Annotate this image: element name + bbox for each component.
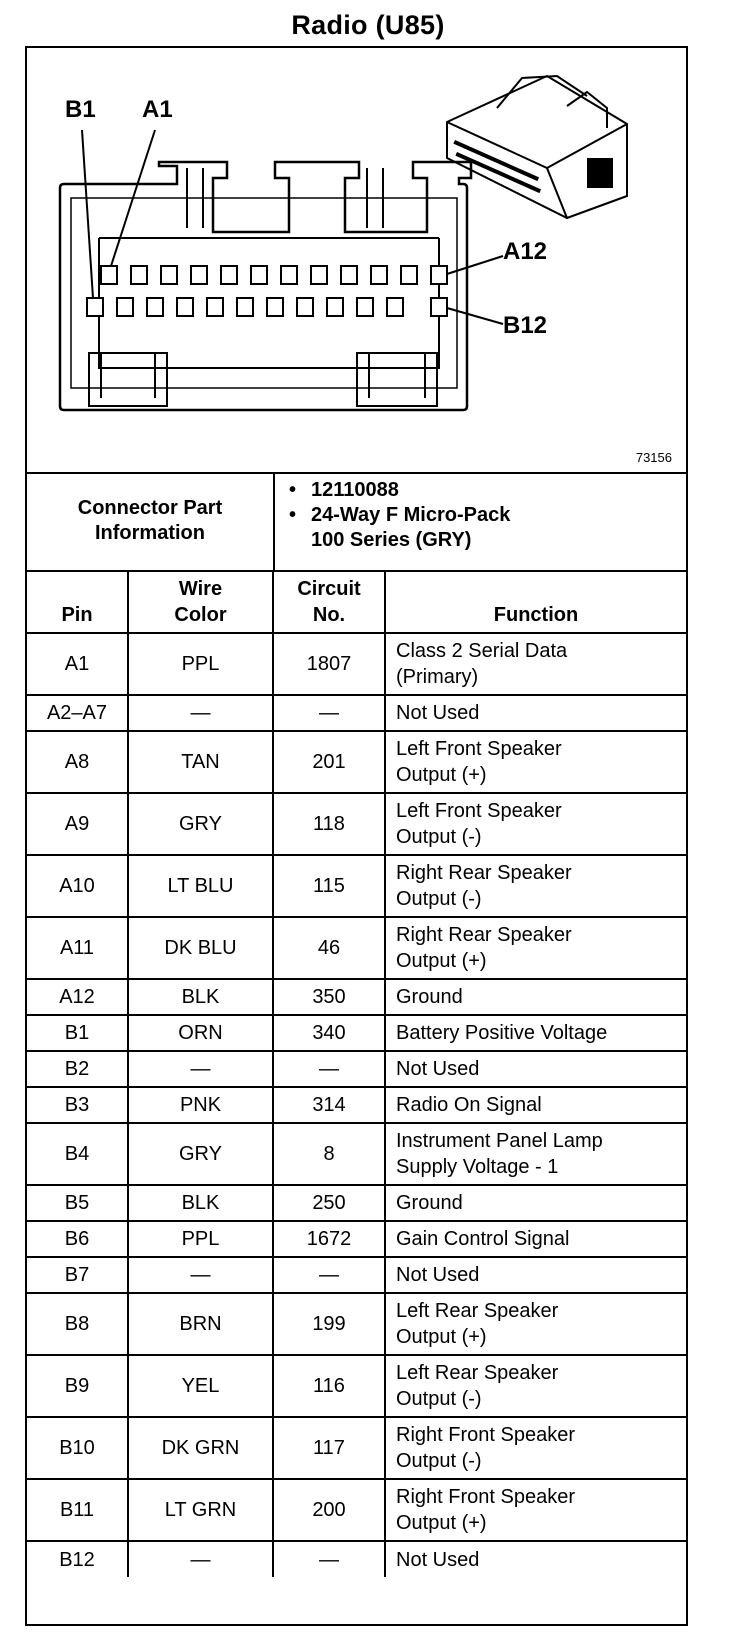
wire-color-cell: BLK	[128, 1185, 273, 1221]
page-title: Radio (U85)	[291, 10, 445, 40]
circuit-cell: 250	[273, 1185, 385, 1221]
wire-color-cell: PPL	[128, 1221, 273, 1257]
function-line-1: Instrument Panel Lamp	[396, 1130, 603, 1152]
header-function: Function	[385, 571, 686, 633]
connector-part-details	[289, 478, 686, 553]
table-row	[27, 855, 686, 917]
table-row	[27, 1087, 686, 1123]
wire-color-cell: BLK	[128, 979, 273, 1015]
cavity-b1	[87, 298, 103, 316]
table-row	[27, 695, 686, 731]
pin-cell: A8	[27, 731, 128, 793]
bullet: •	[289, 479, 297, 501]
function-line-2: (Primary)	[396, 666, 479, 688]
header-pin: Pin	[27, 571, 128, 633]
bullet: •	[289, 504, 297, 526]
pin-cell: A9	[27, 793, 128, 855]
function-cell	[385, 1051, 686, 1087]
function-cell	[385, 1479, 686, 1541]
cavity-a12	[431, 266, 447, 284]
circuit-cell: 350	[273, 979, 385, 1015]
function-cell	[385, 1541, 686, 1577]
function-line-2: Output (+)	[396, 950, 487, 972]
connector-sheet	[25, 46, 688, 1626]
function-line-2: Output (-)	[396, 826, 482, 848]
function-cell	[385, 1293, 686, 1355]
function-cell	[385, 1015, 686, 1051]
label-b1: B1	[65, 96, 96, 123]
function-cell	[385, 1123, 686, 1185]
circuit-cell: 1807	[273, 633, 385, 695]
circuit-cell: 340	[273, 1015, 385, 1051]
circuit-cell: —	[273, 1541, 385, 1577]
wire-color-cell: DK GRN	[128, 1417, 273, 1479]
function-line-2: Output (+)	[396, 1326, 487, 1348]
pin-cell: B1	[27, 1015, 128, 1051]
wire-color-cell: PPL	[128, 633, 273, 695]
header-circuit: Circuit No.	[273, 571, 385, 633]
function-cell	[385, 855, 686, 917]
connector-part-info	[27, 472, 686, 572]
circuit-cell: 8	[273, 1123, 385, 1185]
table-row	[27, 1541, 686, 1577]
table-row	[27, 1293, 686, 1355]
circuit-cell: —	[273, 695, 385, 731]
function-cell	[385, 695, 686, 731]
table-row	[27, 1355, 686, 1417]
connector-diagram	[27, 48, 686, 474]
pin-cell: B2	[27, 1051, 128, 1087]
connector-part-heading	[27, 472, 275, 570]
table-row	[27, 1123, 686, 1185]
circuit-cell: 314	[273, 1087, 385, 1123]
function-cell	[385, 1087, 686, 1123]
function-line-1: Ground	[396, 1192, 463, 1214]
header-wire-color: Wire Color	[128, 571, 273, 633]
function-line-1: Left Rear Speaker	[396, 1362, 559, 1384]
circuit-cell: —	[273, 1257, 385, 1293]
table-row	[27, 793, 686, 855]
circuit-cell: —	[273, 1051, 385, 1087]
function-line-1: Not Used	[396, 702, 480, 724]
pin-cell: B12	[27, 1541, 128, 1577]
wire-color-cell: —	[128, 695, 273, 731]
function-line-1: Left Front Speaker	[396, 738, 562, 760]
function-cell	[385, 979, 686, 1015]
pin-cell: A11	[27, 917, 128, 979]
function-line-1: Not Used	[396, 1058, 480, 1080]
pin-rows	[27, 633, 686, 1577]
function-cell	[385, 731, 686, 793]
table-row	[27, 1015, 686, 1051]
pin-cell: B5	[27, 1185, 128, 1221]
function-line-1: Right Rear Speaker	[396, 862, 572, 884]
wire-color-cell: —	[128, 1051, 273, 1087]
table-row	[27, 1417, 686, 1479]
function-cell	[385, 1417, 686, 1479]
function-line-2: Output (+)	[396, 1512, 487, 1534]
function-line-1: Battery Positive Voltage	[396, 1022, 608, 1044]
table-row	[27, 633, 686, 695]
table-row	[27, 979, 686, 1015]
circuit-cell: 1672	[273, 1221, 385, 1257]
figure-number: 73156	[635, 450, 672, 465]
pin-cell: A12	[27, 979, 128, 1015]
pin-cell: A1	[27, 633, 128, 695]
circuit-cell: 200	[273, 1479, 385, 1541]
pin-cell: B9	[27, 1355, 128, 1417]
pin-cell: B7	[27, 1257, 128, 1293]
heading-line-1: Connector Part	[77, 497, 223, 519]
wire-color-cell: GRY	[128, 1123, 273, 1185]
table-row	[27, 917, 686, 979]
circuit-cell: 118	[273, 793, 385, 855]
function-line-1: Not Used	[396, 1264, 480, 1286]
function-cell	[385, 1185, 686, 1221]
circuit-cell: 201	[273, 731, 385, 793]
function-line-1: Not Used	[396, 1548, 480, 1571]
wire-color-cell: LT GRN	[128, 1479, 273, 1541]
function-line-1: Right Front Speaker	[396, 1424, 575, 1446]
pin-cell: B10	[27, 1417, 128, 1479]
wire-color-cell: GRY	[128, 793, 273, 855]
function-line-1: Class 2 Serial Data	[396, 640, 568, 662]
cavity-b12	[431, 298, 447, 316]
function-cell	[385, 1221, 686, 1257]
heading-line-2: Information	[95, 522, 205, 544]
wire-color-cell: —	[128, 1257, 273, 1293]
label-a12: A12	[503, 238, 548, 265]
table-row	[27, 731, 686, 793]
table-row	[27, 1185, 686, 1221]
table-header-row	[27, 571, 686, 633]
wire-color-cell: LT BLU	[128, 855, 273, 917]
part-number: 12110088	[311, 479, 399, 501]
function-line-2: Output (+)	[396, 764, 487, 786]
description-line-2: 100 Series (GRY)	[311, 529, 472, 551]
wire-color-cell: YEL	[128, 1355, 273, 1417]
description-line-1: 24-Way F Micro-Pack	[311, 504, 511, 526]
function-line-1: Right Rear Speaker	[396, 924, 572, 946]
function-cell	[385, 1355, 686, 1417]
circuit-cell: 117	[273, 1417, 385, 1479]
function-line-2: Output (-)	[396, 888, 482, 910]
function-line-2: Supply Voltage - 1	[396, 1156, 559, 1178]
function-line-1: Left Front Speaker	[396, 800, 562, 822]
pin-cell: A2–A7	[27, 695, 128, 731]
label-b12: B12	[503, 312, 548, 339]
wire-color-cell: BRN	[128, 1293, 273, 1355]
wire-color-cell: ORN	[128, 1015, 273, 1051]
pin-cell: B6	[27, 1221, 128, 1257]
circuit-cell: 199	[273, 1293, 385, 1355]
pin-cell: B3	[27, 1087, 128, 1123]
wire-color-cell: PNK	[128, 1087, 273, 1123]
pin-cell: A10	[27, 855, 128, 917]
function-line-2: Output (-)	[396, 1450, 482, 1472]
wire-color-cell: TAN	[128, 731, 273, 793]
function-cell	[385, 1257, 686, 1293]
pin-cell: B8	[27, 1293, 128, 1355]
function-line-2: Output (-)	[396, 1388, 482, 1410]
table-row	[27, 1257, 686, 1293]
connector-face-drawing	[27, 48, 686, 472]
pin-cell: B11	[27, 1479, 128, 1541]
function-line-1: Radio On Signal	[396, 1094, 542, 1116]
label-a1: A1	[142, 96, 173, 123]
function-line-1: Ground	[396, 986, 463, 1008]
wire-color-cell: DK BLU	[128, 917, 273, 979]
function-line-1: Right Front Speaker	[396, 1486, 575, 1508]
table-row	[27, 1051, 686, 1087]
pin-cell: B4	[27, 1123, 128, 1185]
pin-table	[27, 570, 686, 1577]
table-row	[27, 1479, 686, 1541]
circuit-cell: 46	[273, 917, 385, 979]
function-cell	[385, 793, 686, 855]
circuit-cell: 116	[273, 1355, 385, 1417]
wire-color-cell: —	[128, 1541, 273, 1577]
function-cell	[385, 917, 686, 979]
cavity-a1	[101, 266, 117, 284]
circuit-cell: 115	[273, 855, 385, 917]
table-row	[27, 1221, 686, 1257]
function-line-1: Gain Control Signal	[396, 1228, 570, 1250]
function-line-1: Left Rear Speaker	[396, 1300, 559, 1322]
function-cell	[385, 633, 686, 695]
